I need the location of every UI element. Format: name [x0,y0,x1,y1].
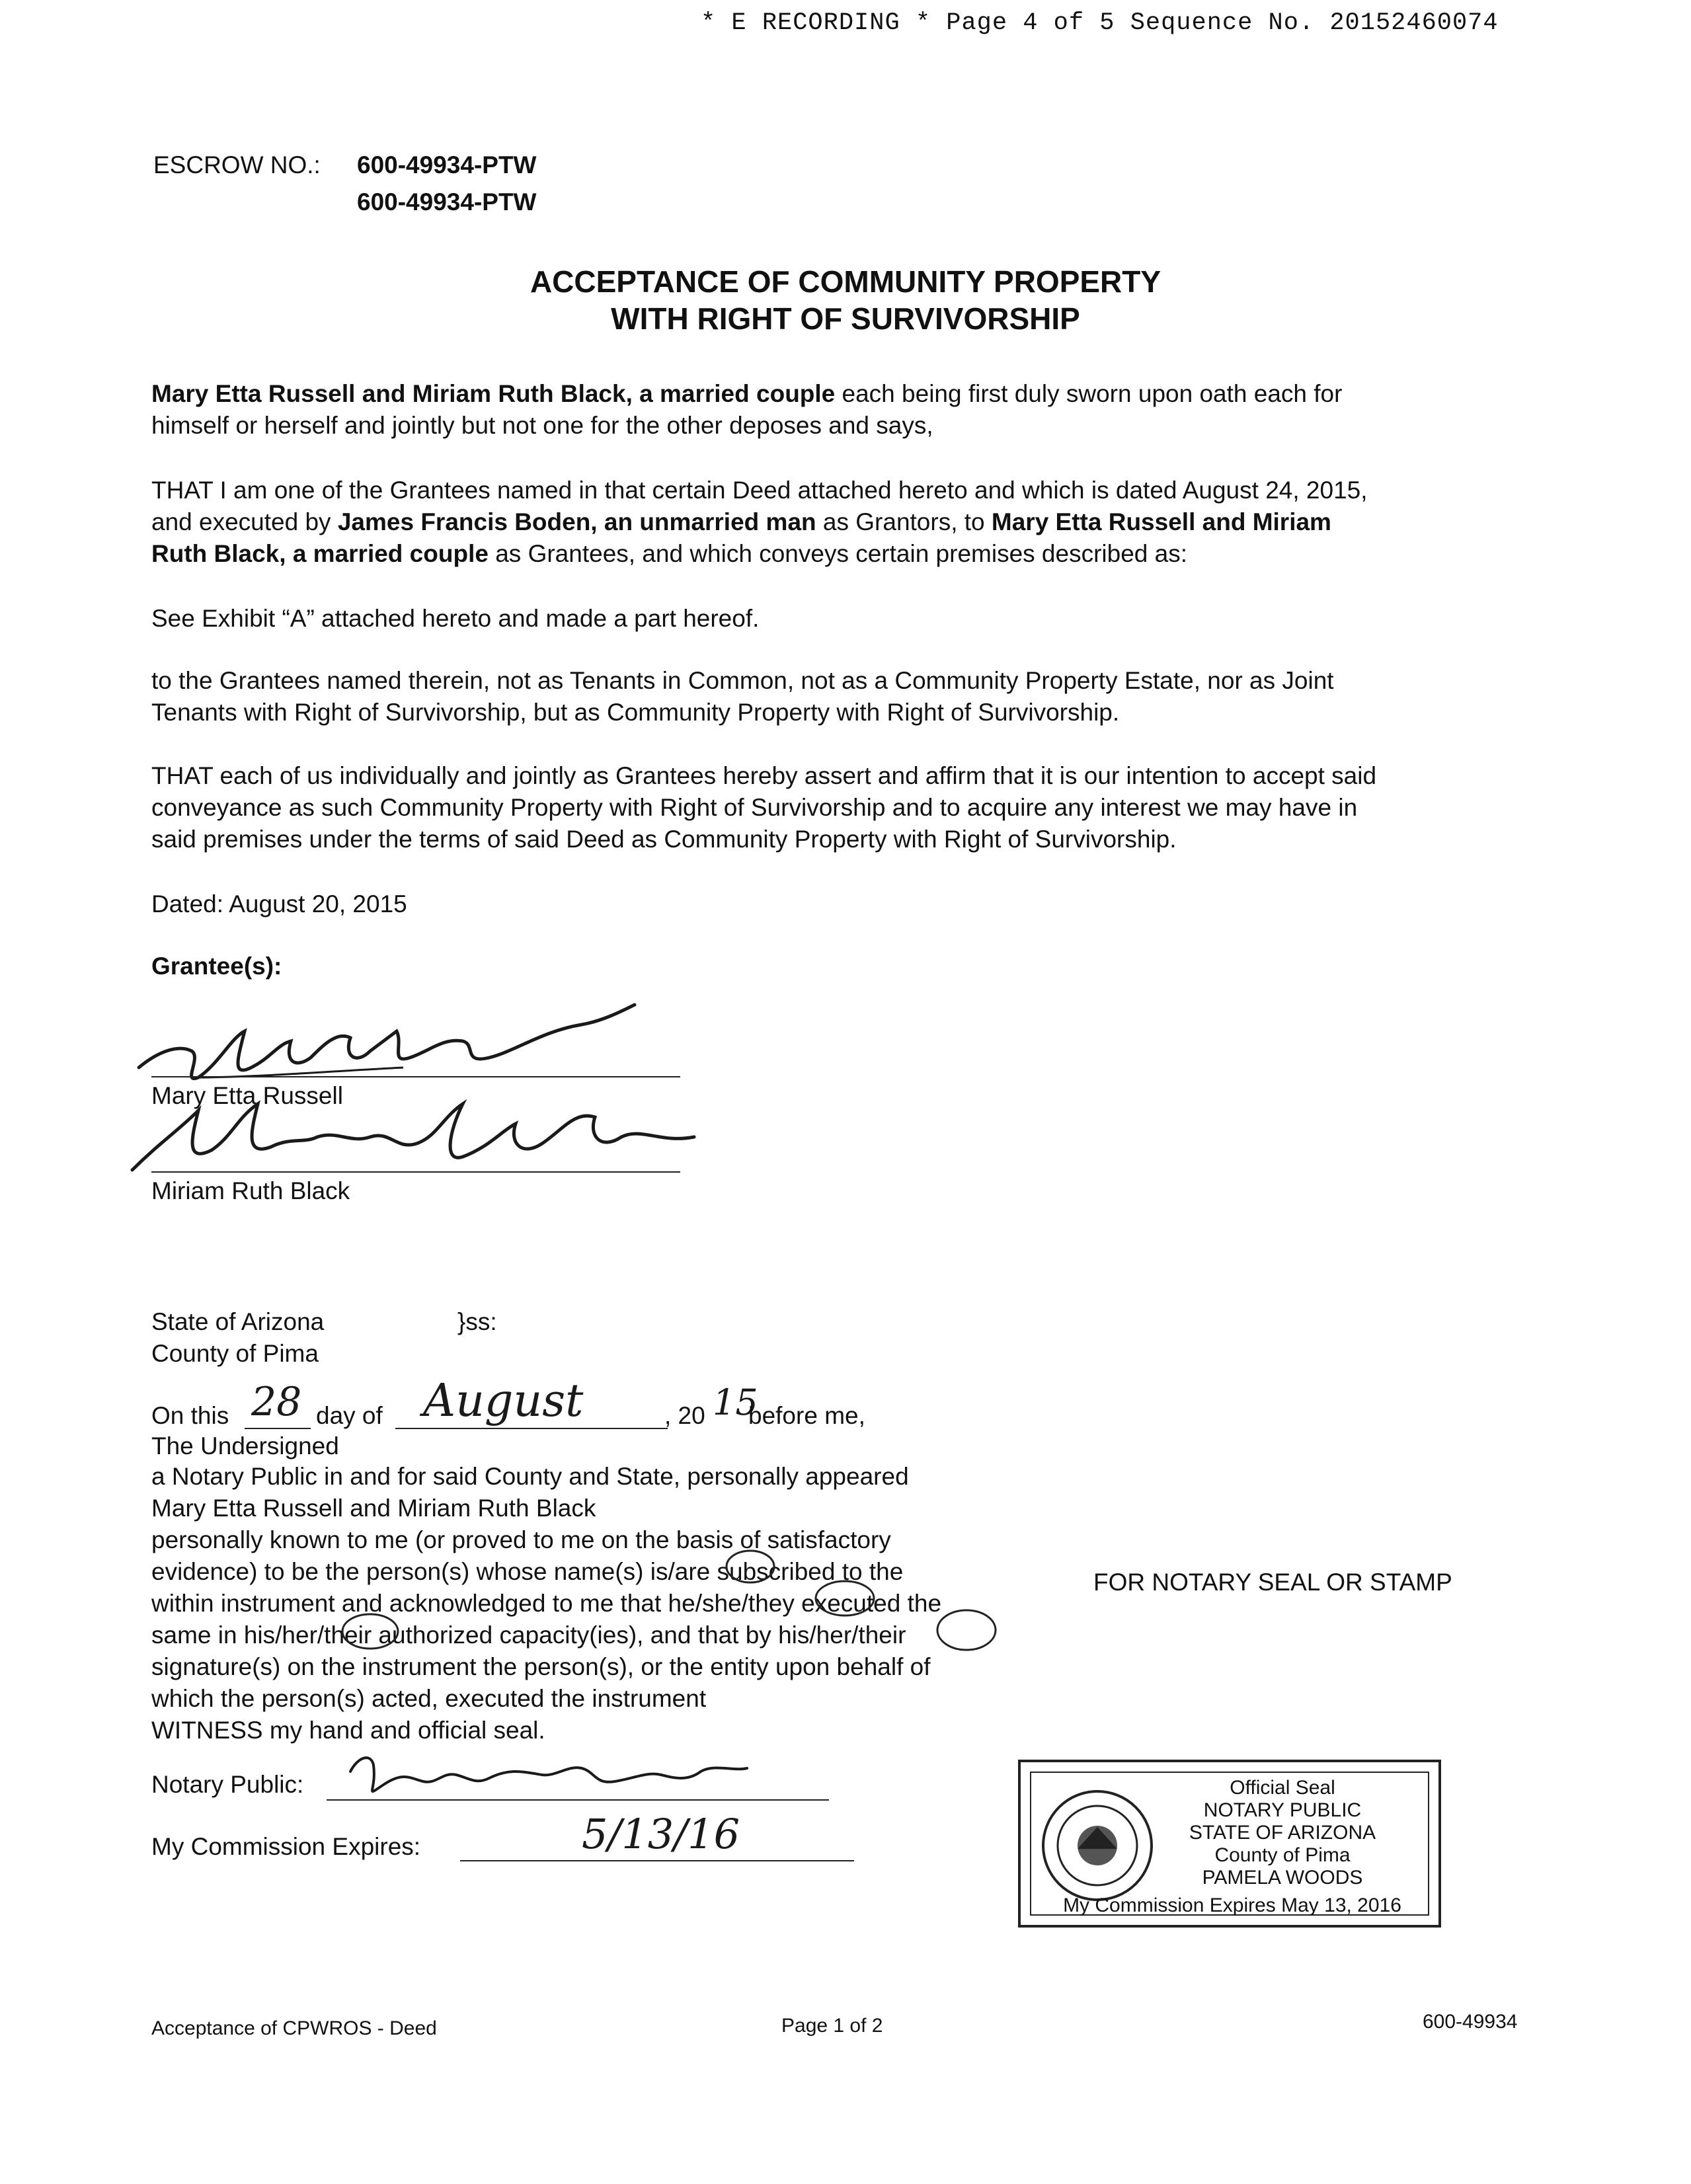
notary-undersigned: The Undersigned [151,1432,339,1460]
grantees-label: Grantee(s): [151,953,282,980]
escrow-number-1: 600-49934-PTW [357,151,537,178]
arizona-state-seal-icon [1038,1786,1157,1905]
escrow-label: ESCROW NO.: [153,151,321,178]
grantees-names-bold: Mary Etta Russell and Miriam Ruth Black, a married couple [151,380,836,407]
seal-line-3: STATE OF ARIZONA [1189,1822,1376,1844]
grantee-names-b: Ruth Black, a married couple [151,540,489,567]
tenancy-line2: Tenants with Right of Survivorship, but as Community Property with Right of Survivorship. [151,699,1120,726]
notary-ss: }ss: [457,1308,497,1335]
seal-line-5: PAMELA WOODS [1202,1867,1363,1889]
grantees-line2-b: as Grantors, to [816,508,992,535]
dated-line: Dated: August 20, 2015 [151,890,407,917]
title-line-2: WITH RIGHT OF SURVIVORSHIP [611,301,1080,336]
seal-commission: My Commission Expires May 13, 2016 [1063,1894,1401,1916]
grantor-name: James Francis Boden, an unmarried man [337,508,816,535]
grantees-line1: THAT I am one of the Grantees named in that certain Deed attached hereto and which is dated August 24, 2015, [151,477,1368,504]
footer-left: Acceptance of CPWROS - Deed [151,2017,437,2039]
grantees-line2-a: and executed by [151,508,338,535]
footer-right: 600-49934 [1423,2011,1518,2033]
affirmation-line3: said premises under the terms of said Deed as Community Property with Right of Survivorship. [151,826,1177,853]
oath-text-line2: himself or herself and jointly but not one for the other deposes and says, [151,412,933,439]
title-line-1: ACCEPTANCE OF COMMUNITY PROPERTY [530,264,1161,299]
seal-placeholder-label: FOR NOTARY SEAL OR STAMP [1093,1569,1452,1596]
affirmation-line2: conveyance as such Community Property with Right of Survivorship and to acquire any interest we may have in [151,794,1358,821]
notary-year-prefix: , 20 [664,1402,705,1429]
notary-line: within instrument and acknowledged to me that he/she/they executed the [151,1590,942,1617]
notary-before-me: before me, [748,1402,865,1429]
affirmation-line1: THAT each of us individually and jointly as Grantees hereby assert and affirm that it is our intention to accept said [151,762,1377,789]
notary-line: a Notary Public in and for said County and State, personally appeared [151,1463,909,1490]
year-handwritten: 15 [713,1382,758,1423]
seal-line-4: County of Pima [1214,1844,1351,1866]
signer-name-1: Mary Etta Russell [151,1082,343,1109]
seal-line-2: NOTARY PUBLIC [1203,1799,1362,1821]
month-handwritten: August [423,1375,584,1427]
signer-name-2: Miriam Ruth Black [151,1177,350,1204]
seal-line-1: Official Seal [1230,1777,1335,1799]
commission-line [460,1860,854,1861]
grantee-names-a: Mary Etta Russell and Miriam [991,508,1331,535]
official-seal-stamp [1018,1760,1441,1928]
notary-line: which the person(s) acted, executed the instrument [151,1685,707,1712]
notary-line: same in his/her/their authorized capacity(ies), and that by his/her/their [151,1621,906,1649]
notary-state: State of Arizona [151,1308,325,1335]
commission-label: My Commission Expires: [151,1833,421,1860]
recording-header: * E RECORDING * Page 4 of 5 Sequence No. 20152460074 [701,9,1499,37]
notary-day-of: day of [316,1402,383,1429]
notary-signature [344,1745,754,1805]
notary-line: evidence) to be the person(s) whose name(s) is/are subscribed to the [151,1558,904,1585]
notary-public-label: Notary Public: [151,1771,304,1798]
footer-center: Page 1 of 2 [781,2015,883,2037]
grantees-line3-rest: as Grantees, and which conveys certain premises described as: [488,540,1188,567]
oath-text: each being first duly sworn upon oath each for [835,380,1343,407]
paragraph-exhibit: See Exhibit “A” attached hereto and made a part hereof. [151,605,760,632]
escrow-number-2: 600-49934-PTW [357,188,537,215]
day-handwritten: 28 [251,1379,302,1425]
notary-county: County of Pima [151,1340,319,1367]
notary-line: signature(s) on the instrument the person(s), or the entity upon behalf of [151,1653,931,1680]
tenancy-line1: to the Grantees named therein, not as Tenants in Common, not as a Community Property Estate, nor as Joint [151,667,1334,694]
notary-line: personally known to me (or proved to me on the basis of satisfactory [151,1526,891,1553]
commission-handwritten: 5/13/16 [582,1810,740,1858]
notary-line: WITNESS my hand and official seal. [151,1717,545,1744]
seal-text [1150,1777,1415,1889]
notary-line: Mary Etta Russell and Miriam Ruth Black [151,1495,596,1522]
notary-on-this: On this [151,1402,229,1429]
